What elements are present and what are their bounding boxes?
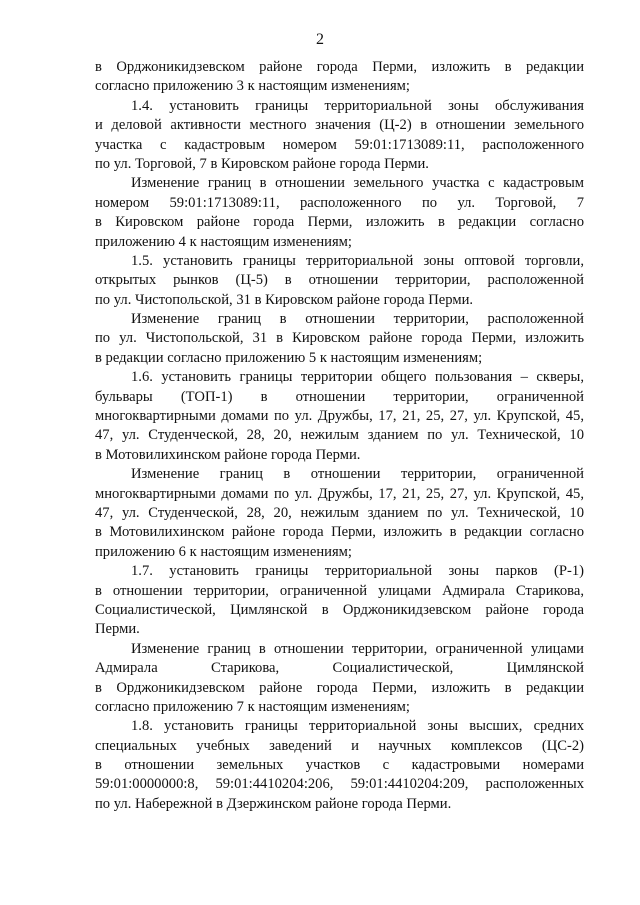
text-line: специальных учебных заведений и научных комплексов (ЦС-2) [95, 737, 584, 754]
text-line: 59:01:0000000:8, 59:01:4410204:206, 59:01:4410204:209, расположенных [95, 776, 584, 793]
text-line: 1.7. установить границы территориальной зоны парков (Р-1) [131, 563, 584, 580]
text-line: в Кировском районе города Перми, изложить в редакции согласно [95, 214, 584, 231]
text-line: Социалистической, Цимлянской в Орджоникидзевском районе города [95, 601, 584, 618]
text-line: по ул. Торговой, 7 в Кировском районе города Перми. [95, 155, 429, 172]
text-line: в Мотовилихинском районе города Перми, изложить в редакции согласно [95, 524, 584, 541]
text-line: в Орджоникидзевском районе города Перми, изложить в редакции [95, 59, 584, 75]
text-line: многоквартирными домами по ул. Дружбы, 17, 21, 25, 27, ул. Крупской, 45, [95, 408, 584, 425]
text-line: 1.6. установить границы территории общего пользования – скверы, [131, 369, 584, 386]
text-line: согласно приложению 3 к настоящим изменениям; [95, 78, 410, 95]
text-line: 1.8. установить границы территориальной зоны высших, средних [131, 718, 584, 735]
text-line: приложению 6 к настоящим изменениям; [95, 543, 352, 560]
text-line: в Мотовилихинском районе города Перми. [95, 446, 361, 463]
text-line: участка с кадастровым номером 59:01:1713089:11, расположенного [95, 136, 584, 153]
page-number: 2 [316, 31, 324, 48]
text-line: Изменение границ в отношении территории, ограниченной улицами [131, 640, 584, 657]
text-line: в Орджоникидзевском районе города Перми, изложить в редакции [95, 679, 584, 696]
text-line: по ул. Набережной в Дзержинском районе города Перми. [95, 795, 452, 812]
text-line: в редакции согласно приложению 5 к настоящим изменениям; [95, 349, 483, 366]
text-line: по ул. Чистопольской, 31 в Кировском районе города Перми. [95, 291, 474, 308]
text-line: Перми. [95, 621, 140, 638]
text-line: 47, ул. Студенческой, 28, 20, нежилым зданием по ул. Технической, 10 [95, 504, 584, 521]
text-line: и деловой активности местного значения (Ц-2) в отношении земельного [95, 117, 584, 134]
document-body [95, 58, 584, 814]
text-line: Изменение границ в отношении территории, ограниченной [131, 466, 584, 483]
text-line: в отношении территории, ограниченной улицами Адмирала Старикова, [95, 582, 584, 599]
text-line: 1.4. установить границы территориальной зоны обслуживания [131, 97, 584, 114]
text-line: в отношении земельных участков с кадастровыми номерами [95, 757, 584, 774]
text-line: бульвары (ТОП-1) в отношении территории, ограниченной [95, 388, 584, 405]
text-line: Адмирала Старикова, Социалистической, Цимлянской [95, 660, 584, 677]
text-line: по ул. Чистопольской, 31 в Кировском районе города Перми, изложить [95, 330, 584, 347]
text-line: номером 59:01:1713089:11, расположенного по ул. Торговой, 7 [95, 194, 584, 211]
text-line: 1.5. установить границы территориальной зоны оптовой торговли, [131, 252, 584, 269]
text-line: открытых рынков (Ц-5) в отношении территории, расположенной [95, 272, 584, 289]
text-line: Изменение границ в отношении территории, расположенной [131, 311, 584, 328]
text-line: 47, ул. Студенческой, 28, 20, нежилым зданием по ул. Технической, 10 [95, 427, 584, 444]
text-line: приложению 4 к настоящим изменениям; [95, 233, 352, 250]
text-line: многоквартирными домами по ул. Дружбы, 17, 21, 25, 27, ул. Крупской, 45, [95, 485, 584, 502]
text-line: согласно приложению 7 к настоящим изменениям; [95, 698, 410, 715]
text-line: Изменение границ в отношении земельного участка с кадастровым [131, 175, 584, 192]
